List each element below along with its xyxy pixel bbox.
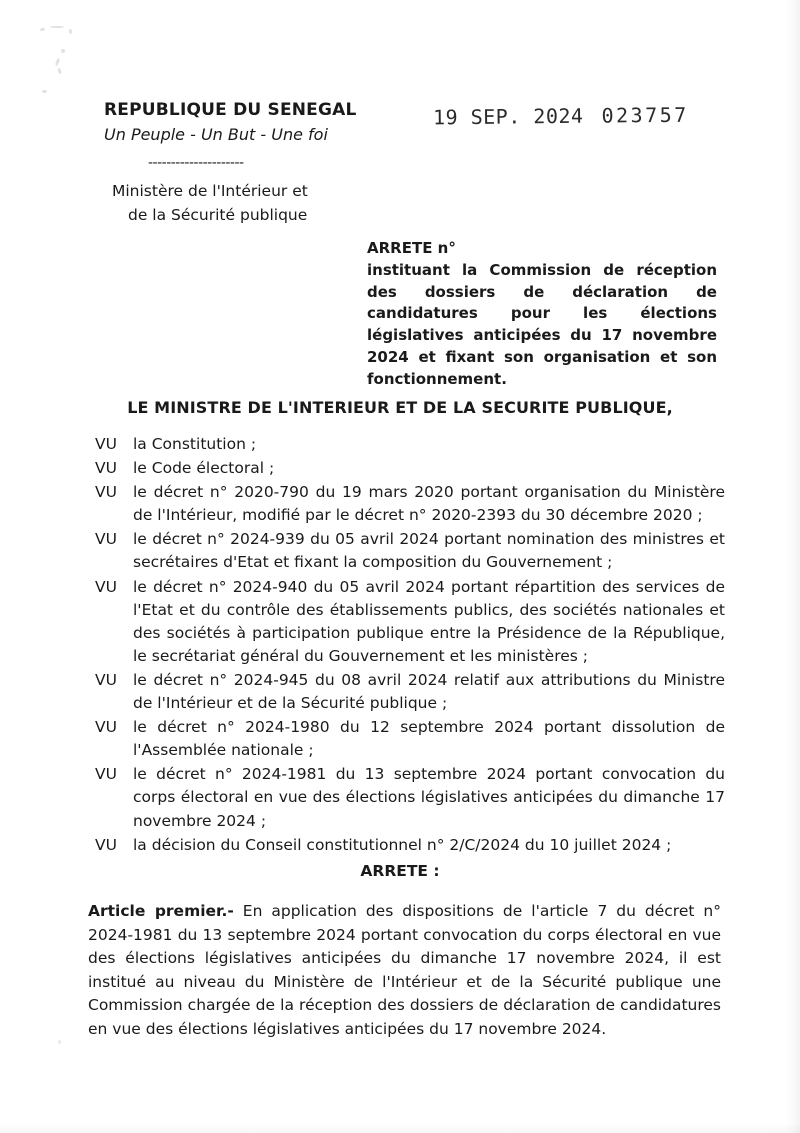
letterhead	[104, 100, 434, 227]
vu-label: VU	[95, 765, 117, 784]
arrete-number-heading: ARRETE n°	[367, 239, 456, 257]
vu-label: VU	[95, 459, 117, 478]
article-premier	[88, 900, 721, 1041]
ministry-name-line-1: Ministère de l'Intérieur et	[112, 182, 308, 201]
vu-label: VU	[95, 670, 117, 689]
vu-item-text: le décret n° 2024-940 du 05 avril 2024 portant répartition des services de l'Etat et du contrôle des établissements publics, des sociétés nationales et des sociétés à participation publique entre la Présidence de la République, le secrétariat général du Gouvernement et les ministères ;	[133, 577, 725, 665]
vu-item-text: le décret n° 2024-939 du 05 avril 2024 portant nomination des ministres et secrétaires d'Etat et fixant la composition du Gouvernement ;	[133, 530, 725, 572]
vu-label: VU	[95, 483, 117, 502]
scan-artifact-speck	[61, 49, 65, 53]
vu-item	[95, 669, 725, 715]
vu-item-text: la Constitution ;	[133, 435, 257, 453]
vu-label: VU	[95, 435, 117, 453]
national-motto: Un Peuple - Un But - Une foi	[104, 125, 328, 145]
ministry-name	[112, 179, 434, 227]
scan-artifact-speck	[42, 90, 47, 93]
article-premier-heading: Article premier.-	[88, 902, 234, 920]
scan-artifact-speck	[57, 68, 61, 75]
vu-label: VU	[95, 718, 117, 737]
scan-artifact-speck	[55, 58, 61, 67]
vu-label: VU	[95, 577, 117, 596]
vu-item	[95, 528, 725, 574]
vu-item-text: le décret n° 2024-1981 du 13 septembre 2024 portant convocation du corps électoral en vue des élections législatives anticipées du dimanche 17 novembre 2024 ;	[133, 765, 725, 830]
stamp-date: 19 SEP. 2024	[432, 103, 584, 130]
arrete-subject: instituant la Commission de réception des dossiers de déclaration de candidatures pour les élections législatives anticipées du 17 novembre 2024 et fixant son organisation et son fonctionnement.	[367, 260, 717, 388]
vu-item-text: le décret n° 2024-1980 du 12 septembre 2024 portant dissolution de l'Assemblée nationale ;	[133, 718, 725, 760]
vu-list	[95, 433, 725, 858]
arrete-keyword: ARRETE :	[360, 862, 440, 880]
vu-item-text: la décision du Conseil constitutionnel n° 2/C/2024 du 10 juillet 2024 ;	[133, 835, 672, 854]
vu-item-text: le décret n° 2020-790 du 19 mars 2020 portant organisation du Ministère de l'Intérieur, modifié par le décret n° 2020-2393 du 30 décembre 2020 ;	[133, 483, 725, 525]
scan-artifact-speck	[50, 26, 64, 28]
minister-authority-line: LE MINISTRE DE L'INTERIEUR ET DE LA SECURITE PUBLIQUE,	[127, 398, 673, 417]
scan-edge-shadow-right	[786, 0, 800, 1133]
letterhead-separator: ---------------------	[148, 155, 244, 172]
scan-edge-shadow-bottom	[0, 1123, 800, 1133]
vu-item	[95, 433, 725, 456]
scan-artifact-speck	[40, 28, 46, 32]
vu-label: VU	[95, 530, 117, 549]
registration-stamp	[433, 103, 689, 130]
vu-item-text: le Code électoral ;	[133, 459, 275, 478]
scan-artifact-speck	[58, 1040, 61, 1044]
ministry-name-line-2: de la Sécurité publique	[128, 206, 308, 225]
stamp-number: 023757	[601, 102, 689, 128]
arrete-title-block	[367, 238, 717, 390]
vu-item	[95, 763, 725, 832]
vu-item-text: le décret n° 2024-945 du 08 avril 2024 relatif aux attributions du Ministre de l'Intérieur et de la Sécurité publique ;	[133, 670, 725, 713]
vu-item	[95, 457, 725, 480]
vu-item	[95, 716, 725, 762]
vu-item	[95, 834, 725, 857]
vu-item	[95, 576, 725, 668]
article-premier-text: En application des dispositions de l'article 7 du décret n° 2024-1981 du 13 septembre 2024 portant convocation du corps électoral en vue des élections législatives anticipées du dimanche 17 novembre 2024, il est institué au niveau du Ministère de l'Intérieur et de la Sécurité publique une Commission chargée de la réception des dossiers de déclaration de candidatures en vue des élections législatives anticipées du 17 novembre 2024.	[88, 902, 721, 1038]
vu-label: VU	[95, 835, 117, 854]
republic-title: REPUBLIQUE DU SENEGAL	[104, 100, 357, 120]
vu-item	[95, 481, 725, 527]
scan-artifact-speck	[69, 29, 72, 34]
